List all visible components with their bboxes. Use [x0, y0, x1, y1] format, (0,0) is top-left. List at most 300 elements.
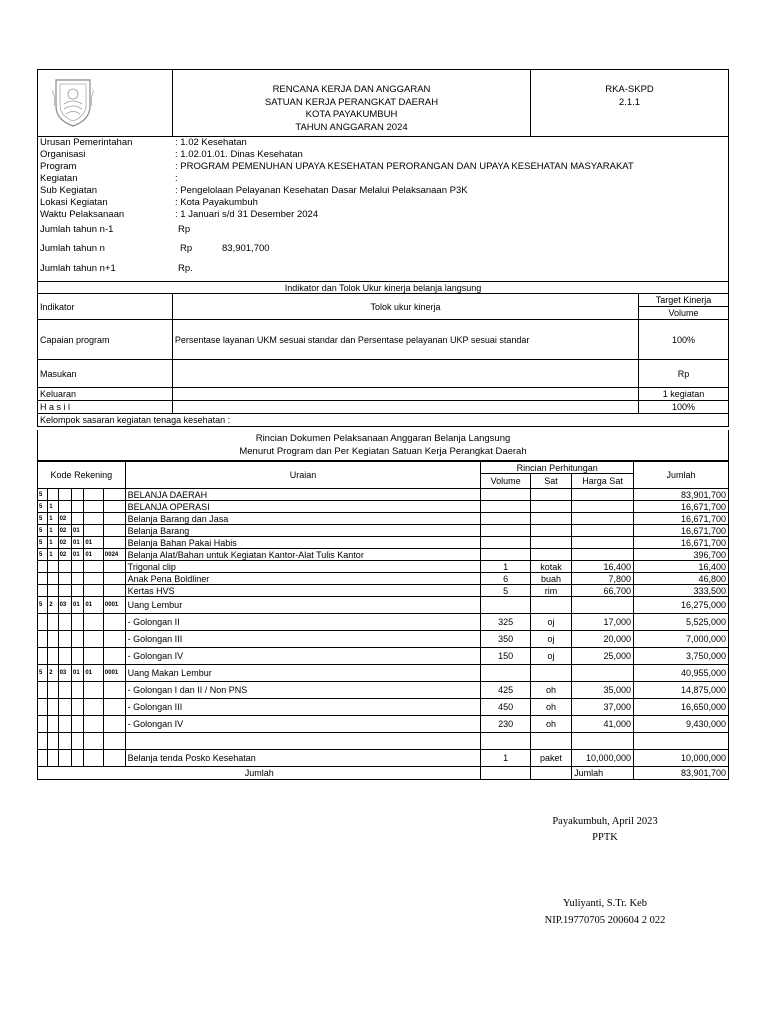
- volume-cell: 150: [481, 648, 530, 665]
- harga-sat-cell: [572, 501, 634, 513]
- sat-cell: [530, 733, 571, 750]
- indicator-tolok: [172, 401, 638, 414]
- kode-segment: 02: [58, 537, 71, 549]
- indicator-target: Rp: [639, 360, 729, 388]
- kode-segment: [71, 682, 83, 699]
- volume-cell: [481, 489, 530, 501]
- kode-segment: [71, 614, 83, 631]
- volume-cell: 425: [481, 682, 530, 699]
- rincian-row: [38, 537, 729, 549]
- volume-cell: [481, 513, 530, 525]
- jumlah-cell: 16,275,000: [634, 597, 729, 614]
- volume-cell: 5: [481, 585, 530, 597]
- info-amount: 83,901,700: [222, 243, 270, 254]
- kode-segment: [71, 716, 83, 733]
- kode-segment: [103, 501, 125, 513]
- kode-segment: 03: [58, 665, 71, 682]
- kode-segment: [71, 648, 83, 665]
- form-code: [531, 69, 729, 137]
- title-line: SATUAN KERJA PERANGKAT DAERAH: [264, 96, 439, 108]
- kode-segment: [48, 561, 58, 573]
- kode-segment: [58, 699, 71, 716]
- kode-segment: 1: [48, 537, 58, 549]
- kode-segment: [58, 648, 71, 665]
- kode-segment: 2: [48, 597, 58, 614]
- rincian-row: [38, 489, 729, 501]
- info-value: : PROGRAM PEMENUHAN UPAYA KESEHATAN PERORANGAN DAN UPAYA KESEHATAN MASYARAKAT: [175, 161, 634, 172]
- rincian-table: [37, 461, 729, 780]
- kode-segment: [103, 537, 125, 549]
- uraian-cell: - Golongan III: [125, 631, 481, 648]
- info-block: [37, 137, 729, 282]
- rincian-row: [38, 525, 729, 537]
- indicator-label: Capaian program: [38, 320, 173, 360]
- volume-cell: [481, 733, 530, 750]
- uraian-cell: Belanja Barang: [125, 525, 481, 537]
- indicator-row: [38, 388, 729, 401]
- harga-sat-cell: 16,400: [572, 561, 634, 573]
- kode-segment: [103, 733, 125, 750]
- indicator-target: 100%: [639, 320, 729, 360]
- sat-cell: [530, 489, 571, 501]
- kode-segment: [48, 573, 58, 585]
- info-value: : 1.02.01.01. Dinas Kesehatan: [175, 149, 303, 160]
- kode-segment: 02: [58, 549, 71, 561]
- kode-segment: 5: [38, 489, 48, 501]
- rincian-row: [38, 648, 729, 665]
- kode-segment: [84, 733, 104, 750]
- kode-segment: 01: [71, 597, 83, 614]
- kode-segment: [71, 585, 83, 597]
- harga-sat-header: Harga Sat: [572, 474, 634, 489]
- document-title: [172, 69, 531, 137]
- kode-segment: [71, 489, 83, 501]
- kode-segment: [84, 561, 104, 573]
- kode-segment: [103, 561, 125, 573]
- kode-segment: [103, 489, 125, 501]
- volume-cell: [481, 501, 530, 513]
- kode-segment: [58, 561, 71, 573]
- sat-cell: [530, 665, 571, 682]
- kode-segment: 5: [38, 501, 48, 513]
- kode-segment: [48, 631, 58, 648]
- volume-cell: 1: [481, 561, 530, 573]
- sat-cell: [530, 549, 571, 561]
- uraian-cell: - Golongan IV: [125, 648, 481, 665]
- rincian-row: [38, 573, 729, 585]
- kode-segment: [71, 733, 83, 750]
- indicator-tolok: [172, 360, 638, 388]
- indicator-tolok: [172, 388, 638, 401]
- kode-segment: 01: [71, 665, 83, 682]
- sat-cell: oj: [530, 614, 571, 631]
- kode-segment: [58, 614, 71, 631]
- indicator-section-title: Indikator dan Tolok Ukur kinerja belanja langsung: [38, 282, 729, 294]
- kode-segment: 02: [58, 513, 71, 525]
- kode-segment: 2: [48, 665, 58, 682]
- uraian-cell: BELANJA OPERASI: [125, 501, 481, 513]
- kode-segment: [71, 561, 83, 573]
- jumlah-cell: 16,671,700: [634, 513, 729, 525]
- kode-segment: 5: [38, 537, 48, 549]
- rincian-header-row: [38, 462, 729, 474]
- kode-segment: [38, 585, 48, 597]
- kode-segment: 01: [84, 549, 104, 561]
- coat-of-arms-icon: [50, 76, 96, 128]
- harga-sat-cell: 35,000: [572, 682, 634, 699]
- jumlah-cell: 16,671,700: [634, 537, 729, 549]
- rincian-row: [38, 682, 729, 699]
- total-value: 83,901,700: [634, 767, 729, 780]
- jumlah-cell: 10,000,000: [634, 750, 729, 767]
- info-label: Program: [40, 161, 77, 172]
- kode-segment: [48, 614, 58, 631]
- sat-cell: [530, 501, 571, 513]
- indicator-label: Keluaran: [38, 388, 173, 401]
- indicator-row: [38, 401, 729, 414]
- volume-col-header: Volume: [639, 307, 729, 320]
- kode-segment: 02: [58, 525, 71, 537]
- info-value: :: [175, 173, 178, 184]
- volume-cell: 1: [481, 750, 530, 767]
- kode-segment: [84, 648, 104, 665]
- indicator-tolok: Persentase layanan UKM sesuai standar dan Persentase pelayanan UKP sesuai standar: [172, 320, 638, 360]
- kode-segment: [48, 585, 58, 597]
- sat-cell: kotak: [530, 561, 571, 573]
- kode-segment: [103, 631, 125, 648]
- rincian-row: [38, 716, 729, 733]
- kode-segment: 5: [38, 513, 48, 525]
- harga-sat-cell: [572, 597, 634, 614]
- kode-segment: [103, 614, 125, 631]
- kode-segment: [84, 489, 104, 501]
- kode-segment: 1: [48, 525, 58, 537]
- kode-segment: 01: [71, 525, 83, 537]
- volume-cell: 6: [481, 573, 530, 585]
- jumlah-cell: 3,750,000: [634, 648, 729, 665]
- uraian-cell: Belanja Alat/Bahan untuk Kegiatan Kantor-Alat Tulis Kantor: [125, 549, 481, 561]
- jumlah-cell: 16,400: [634, 561, 729, 573]
- kode-segment: [58, 631, 71, 648]
- uraian-cell: - Golongan I dan II / Non PNS: [125, 682, 481, 699]
- kode-segment: [103, 513, 125, 525]
- logo-cell: [37, 69, 172, 137]
- indicator-target: 100%: [639, 401, 729, 414]
- sat-cell: oj: [530, 631, 571, 648]
- uraian-cell: BELANJA DAERAH: [125, 489, 481, 501]
- kode-segment: [84, 573, 104, 585]
- total-volume: [481, 767, 530, 780]
- indicator-row: [38, 320, 729, 360]
- kode-segment: 0024: [103, 549, 125, 561]
- info-label: Organisasi: [40, 149, 86, 160]
- jumlah-cell: 46,800: [634, 573, 729, 585]
- info-value: : Kota Payakumbuh: [175, 197, 258, 208]
- info-value: : 1.02 Kesehatan: [175, 137, 247, 148]
- harga-sat-cell: [572, 665, 634, 682]
- signature-name: Yuliyanti, S.Tr. Keb: [563, 898, 647, 909]
- volume-cell: 230: [481, 716, 530, 733]
- kode-segment: [58, 682, 71, 699]
- sat-cell: oj: [530, 648, 571, 665]
- kode-segment: [71, 573, 83, 585]
- harga-sat-cell: 20,000: [572, 631, 634, 648]
- rincian-row: [38, 665, 729, 682]
- kode-segment: 1: [48, 549, 58, 561]
- jumlah-cell: 40,955,000: [634, 665, 729, 682]
- kode-segment: [38, 573, 48, 585]
- kode-segment: [48, 699, 58, 716]
- kode-segment: [48, 733, 58, 750]
- info-value: Rp.: [178, 263, 193, 274]
- indicator-table: [37, 281, 729, 427]
- kode-segment: [38, 750, 48, 767]
- indicator-header-row: [38, 294, 729, 307]
- kode-segment: [103, 682, 125, 699]
- jumlah-cell: [634, 733, 729, 750]
- form-code-number: 2.1.1: [618, 96, 641, 108]
- kode-rekening-header: Kode Rekening: [38, 462, 126, 489]
- rincian-row: [38, 561, 729, 573]
- harga-sat-cell: 41,000: [572, 716, 634, 733]
- volume-header: Volume: [481, 474, 530, 489]
- tolok-col-header: Tolok ukur kinerja: [172, 294, 638, 320]
- harga-sat-cell: [572, 513, 634, 525]
- info-label: Jumlah tahun n+1: [40, 263, 116, 274]
- harga-sat-cell: [572, 549, 634, 561]
- kelompok-sasaran: Kelompok sasaran kegiatan tenaga kesehatan :: [38, 414, 729, 427]
- rincian-row: [38, 501, 729, 513]
- indicator-section-row: [38, 282, 729, 294]
- rincian-title: [37, 430, 729, 461]
- jumlah-cell: 16,671,700: [634, 501, 729, 513]
- kode-segment: 5: [38, 549, 48, 561]
- uraian-cell: - Golongan III: [125, 699, 481, 716]
- kode-segment: [38, 716, 48, 733]
- sat-header: Sat: [530, 474, 571, 489]
- volume-cell: [481, 537, 530, 549]
- kode-segment: [58, 750, 71, 767]
- kode-segment: [38, 648, 48, 665]
- info-value: : 1 Januari s/d 31 Desember 2024: [175, 209, 319, 220]
- kode-segment: [58, 501, 71, 513]
- kode-segment: 01: [84, 665, 104, 682]
- kode-segment: [38, 733, 48, 750]
- form-code-name: RKA-SKPD: [605, 84, 654, 95]
- volume-cell: 450: [481, 699, 530, 716]
- kode-segment: [58, 573, 71, 585]
- uraian-cell: Uang Lembur: [125, 597, 481, 614]
- kode-segment: [84, 750, 104, 767]
- kode-segment: [84, 699, 104, 716]
- jumlah-cell: 9,430,000: [634, 716, 729, 733]
- uraian-cell: Belanja Barang dan Jasa: [125, 513, 481, 525]
- target-col-header: Target Kinerja: [639, 294, 729, 307]
- uraian-cell: Uang Makan Lembur: [125, 665, 481, 682]
- kode-segment: [48, 716, 58, 733]
- volume-cell: [481, 597, 530, 614]
- uraian-cell: [125, 733, 481, 750]
- rincian-row: [38, 585, 729, 597]
- indicator-row: [38, 360, 729, 388]
- info-label: Kegiatan: [40, 173, 78, 184]
- kode-segment: [58, 716, 71, 733]
- kode-segment: 1: [48, 513, 58, 525]
- kode-segment: [103, 585, 125, 597]
- sat-cell: rim: [530, 585, 571, 597]
- kode-segment: [38, 561, 48, 573]
- kode-segment: [71, 631, 83, 648]
- kode-segment: 0001: [103, 665, 125, 682]
- rincian-title-line: Menurut Program dan Per Kegiatan Satuan Kerja Perangkat Daerah: [239, 446, 527, 457]
- info-label: Urusan Pemerintahan: [40, 137, 133, 148]
- indicator-label: H a s i l: [38, 401, 173, 414]
- total-label-2: Jumlah: [572, 767, 634, 780]
- kode-segment: [38, 699, 48, 716]
- uraian-cell: - Golongan II: [125, 614, 481, 631]
- volume-cell: 325: [481, 614, 530, 631]
- indicator-label: Masukan: [38, 360, 173, 388]
- uraian-cell: Kertas HVS: [125, 585, 481, 597]
- harga-sat-cell: 37,000: [572, 699, 634, 716]
- kode-segment: [84, 501, 104, 513]
- kode-segment: [84, 585, 104, 597]
- kode-segment: [84, 513, 104, 525]
- kode-segment: [84, 716, 104, 733]
- harga-sat-cell: 66,700: [572, 585, 634, 597]
- uraian-cell: - Golongan IV: [125, 716, 481, 733]
- total-row: [38, 767, 729, 780]
- jumlah-cell: 83,901,700: [634, 489, 729, 501]
- kode-segment: [84, 631, 104, 648]
- info-value: Rp: [180, 243, 193, 254]
- rincian-title-line: Rincian Dokumen Pelaksanaan Anggaran Belanja Langsung: [255, 433, 511, 444]
- sat-cell: [530, 597, 571, 614]
- info-label: Sub Kegiatan: [40, 185, 98, 196]
- signature-place-date: Payakumbuh, April 2023: [552, 816, 658, 827]
- kode-segment: 5: [38, 597, 48, 614]
- kode-segment: [103, 750, 125, 767]
- rincian-row: [38, 733, 729, 750]
- sat-cell: [530, 513, 571, 525]
- rincian-row: [38, 631, 729, 648]
- sat-cell: [530, 537, 571, 549]
- volume-cell: [481, 525, 530, 537]
- kode-segment: [103, 716, 125, 733]
- kode-segment: 01: [84, 537, 104, 549]
- volume-cell: 350: [481, 631, 530, 648]
- harga-sat-cell: 17,000: [572, 614, 634, 631]
- sat-cell: paket: [530, 750, 571, 767]
- uraian-cell: Anak Pena Boldliner: [125, 573, 481, 585]
- kode-segment: [84, 682, 104, 699]
- kode-segment: [48, 648, 58, 665]
- rincian-perhitungan-header: Rincian Perhitungan: [481, 462, 634, 474]
- kode-segment: [71, 699, 83, 716]
- jumlah-cell: 5,525,000: [634, 614, 729, 631]
- sat-cell: oh: [530, 682, 571, 699]
- uraian-cell: Belanja tenda Posko Kesehatan: [125, 750, 481, 767]
- jumlah-cell: 396,700: [634, 549, 729, 561]
- title-line: KOTA PAYAKUMBUH: [305, 109, 398, 120]
- kode-segment: [58, 489, 71, 501]
- harga-sat-cell: 7,800: [572, 573, 634, 585]
- kode-segment: [103, 525, 125, 537]
- kode-segment: [71, 513, 83, 525]
- rincian-row: [38, 750, 729, 767]
- total-sat: [530, 767, 571, 780]
- kode-segment: [103, 573, 125, 585]
- rincian-row: [38, 597, 729, 614]
- jumlah-cell: 16,650,000: [634, 699, 729, 716]
- document-header: [37, 69, 729, 137]
- volume-cell: [481, 665, 530, 682]
- kode-segment: 01: [71, 549, 83, 561]
- kelompok-row: [38, 414, 729, 427]
- kode-segment: [58, 585, 71, 597]
- kode-segment: 01: [71, 537, 83, 549]
- total-label: Jumlah: [38, 767, 481, 780]
- title-line: TAHUN ANGGARAN 2024: [295, 121, 408, 133]
- signature-nip: NIP.19770705 200604 2 022: [544, 915, 666, 926]
- harga-sat-cell: [572, 537, 634, 549]
- kode-segment: 5: [38, 665, 48, 682]
- signature-role: PPTK: [592, 832, 618, 843]
- rincian-row: [38, 513, 729, 525]
- info-label: Jumlah tahun n: [40, 243, 105, 254]
- kode-segment: 01: [84, 597, 104, 614]
- kode-segment: 1: [48, 501, 58, 513]
- kode-segment: 03: [58, 597, 71, 614]
- jumlah-cell: 7,000,000: [634, 631, 729, 648]
- uraian-cell: Belanja Bahan Pakai Habis: [125, 537, 481, 549]
- info-label: Waktu Pelaksanaan: [40, 209, 125, 220]
- kode-segment: [38, 631, 48, 648]
- sat-cell: buah: [530, 573, 571, 585]
- kode-segment: [48, 750, 58, 767]
- harga-sat-cell: [572, 489, 634, 501]
- volume-cell: [481, 549, 530, 561]
- jumlah-cell: 333,500: [634, 585, 729, 597]
- sat-cell: oh: [530, 716, 571, 733]
- kode-segment: 5: [38, 525, 48, 537]
- info-value: : Pengelolaan Pelayanan Kesehatan Dasar Melalui Pelaksanaan P3K: [175, 185, 468, 196]
- kode-segment: [103, 699, 125, 716]
- kode-segment: [48, 682, 58, 699]
- uraian-header: Uraian: [125, 462, 481, 489]
- kode-segment: [71, 750, 83, 767]
- jumlah-cell: 14,875,000: [634, 682, 729, 699]
- rincian-row: [38, 699, 729, 716]
- rincian-row: [38, 549, 729, 561]
- harga-sat-cell: [572, 525, 634, 537]
- title-line: RENCANA KERJA DAN ANGGARAN: [272, 84, 431, 95]
- jumlah-header: Jumlah: [634, 462, 729, 489]
- kode-segment: [84, 525, 104, 537]
- rincian-row: [38, 614, 729, 631]
- kode-segment: [103, 648, 125, 665]
- kode-segment: [71, 501, 83, 513]
- kode-segment: [84, 614, 104, 631]
- indicator-target: 1 kegiatan: [639, 388, 729, 401]
- jumlah-cell: 16,671,700: [634, 525, 729, 537]
- kode-segment: [38, 614, 48, 631]
- uraian-cell: Trigonal clip: [125, 561, 481, 573]
- info-value: Rp: [178, 224, 191, 235]
- info-label: Lokasi Kegiatan: [40, 197, 108, 208]
- kode-segment: [58, 733, 71, 750]
- kode-segment: [38, 682, 48, 699]
